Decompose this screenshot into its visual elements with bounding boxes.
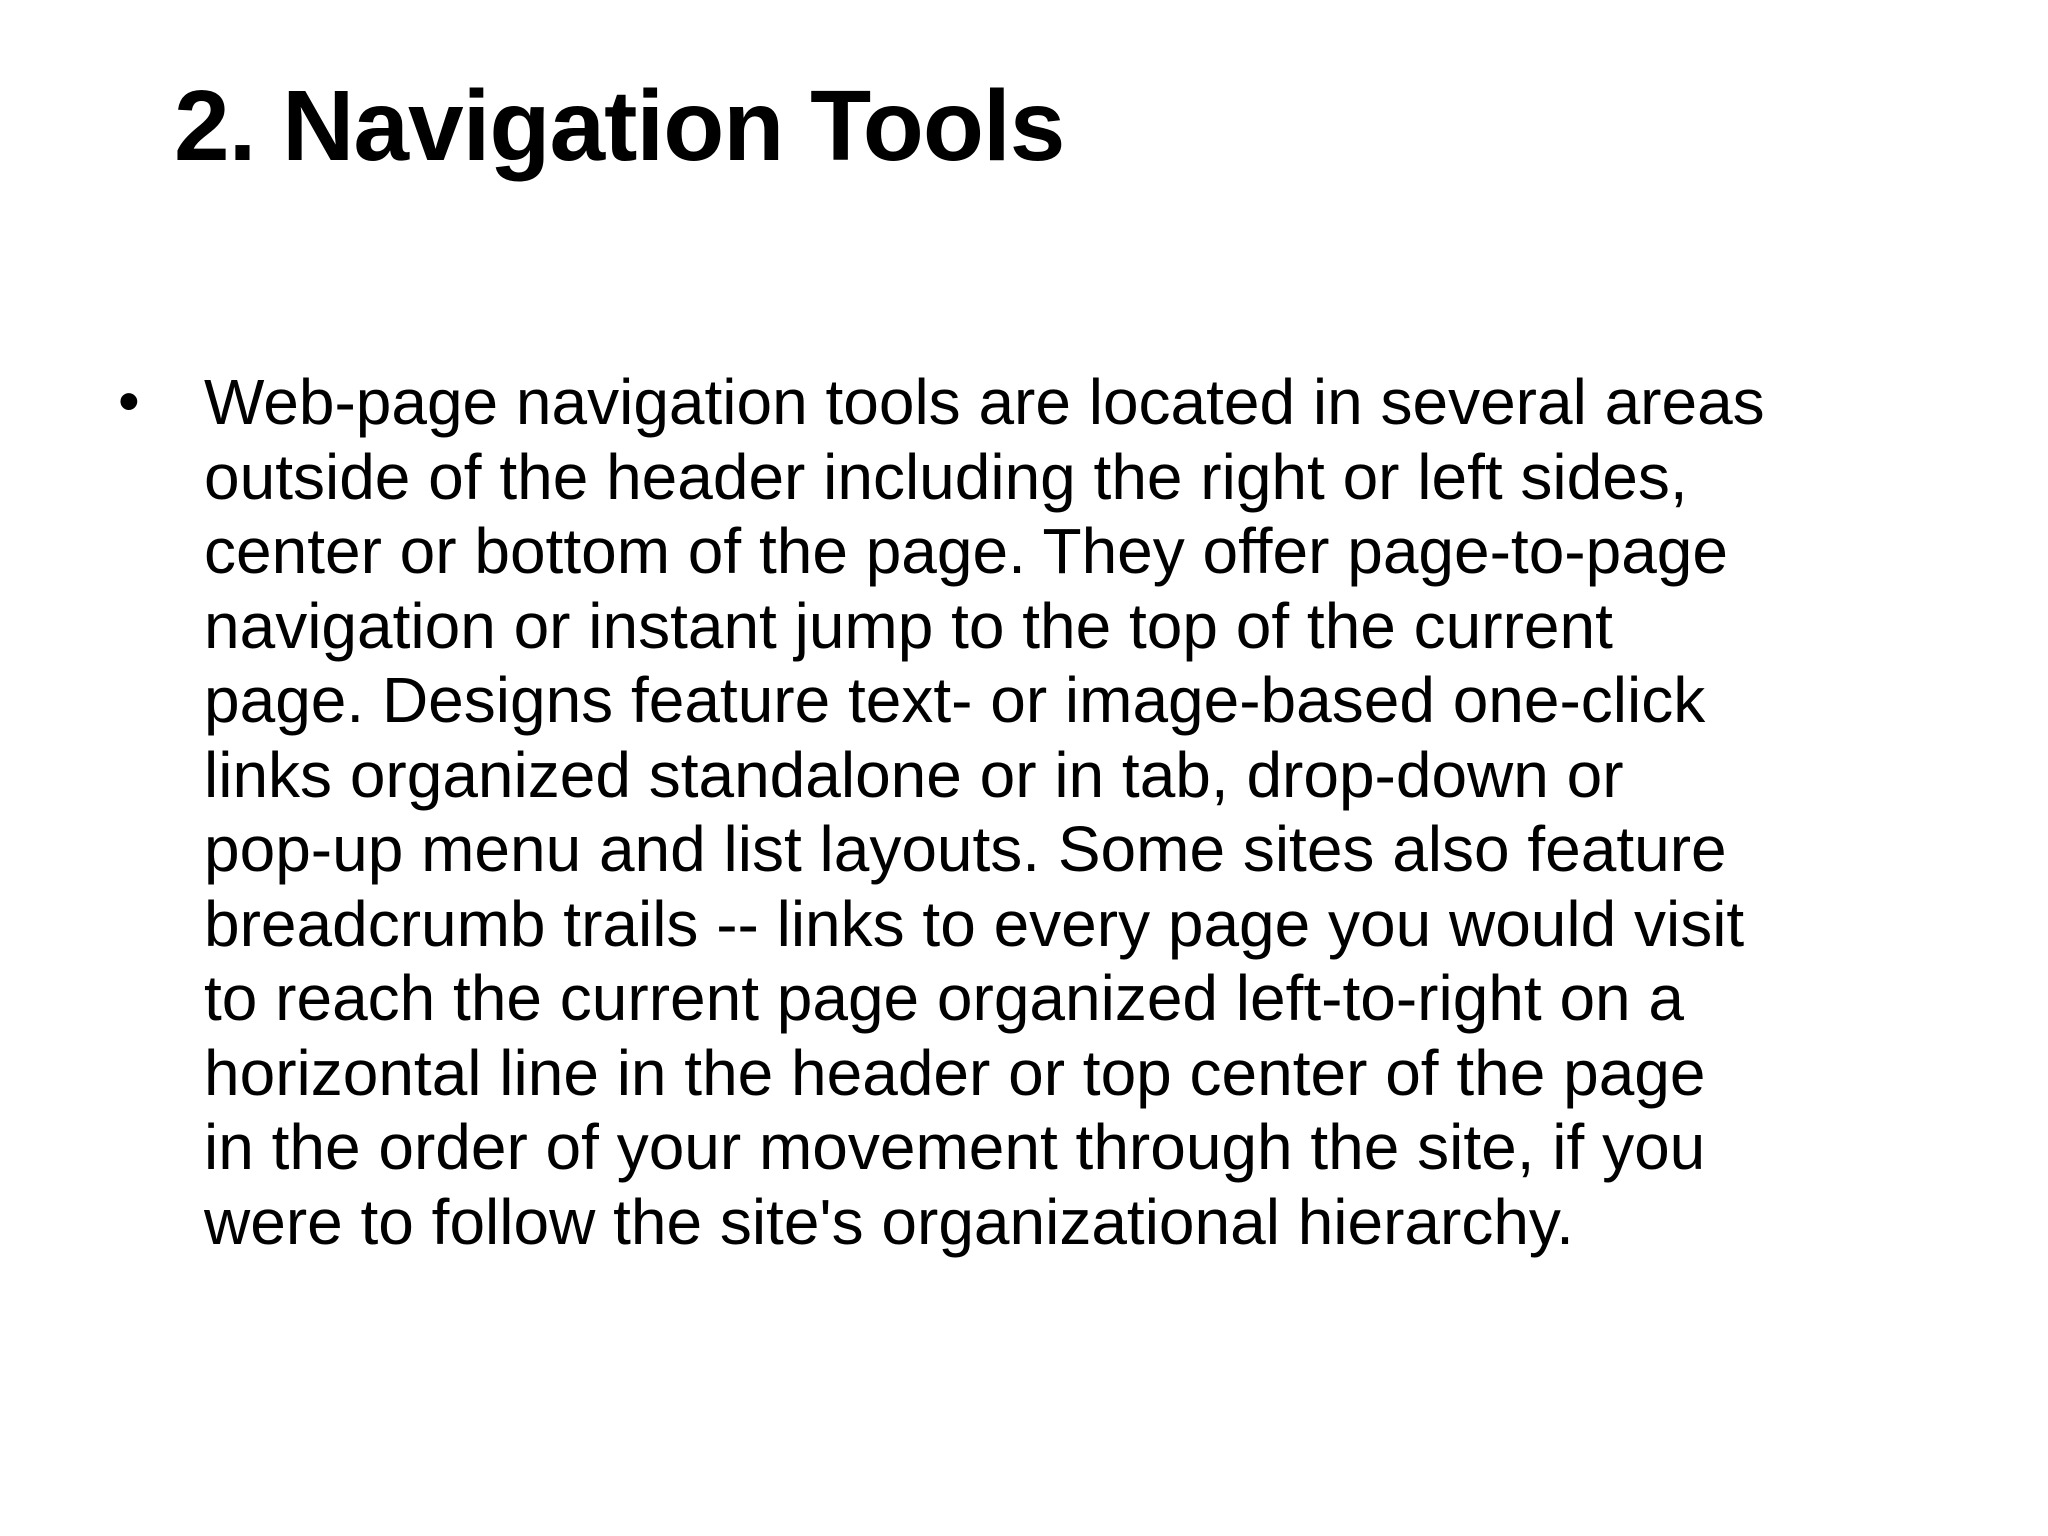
bullet-text-line: links organized standalone or in tab, drop-down or xyxy=(204,738,1624,811)
bullet-text-line: were to follow the site's organizational hierarchy. xyxy=(204,1185,1574,1258)
bullet-item xyxy=(118,365,1938,1259)
bullet-text-line: in the order of your movement through the site, if you xyxy=(204,1111,1706,1183)
bullet-icon: • xyxy=(118,367,140,436)
bullet-text-line: outside of the header including the right or left sides, xyxy=(204,440,1688,513)
bullet-text-line: pop-up menu and list layouts. Some sites also feature xyxy=(204,813,1727,885)
bullet-text-line: center or bottom of the page. They offer page-to-page xyxy=(204,515,1728,587)
bullet-text-line: page. Designs feature text- or image-based one-click xyxy=(204,664,1706,736)
bullet-text-line: to reach the current page organized left-to-right on a xyxy=(204,962,1684,1034)
bullet-text-line: Web-page navigation tools are located in several areas xyxy=(204,366,1765,438)
bullet-text-line: navigation or instant jump to the top of the current xyxy=(204,589,1613,662)
bullet-text-line: horizontal line in the header or top center of the page xyxy=(204,1036,1706,1109)
bullet-list xyxy=(118,365,1938,1259)
bullet-text xyxy=(204,365,1938,1259)
slide-title: 2. Navigation Tools xyxy=(174,70,1065,182)
bullet-text-line: breadcrumb trails -- links to every page you would visit xyxy=(204,887,1745,960)
